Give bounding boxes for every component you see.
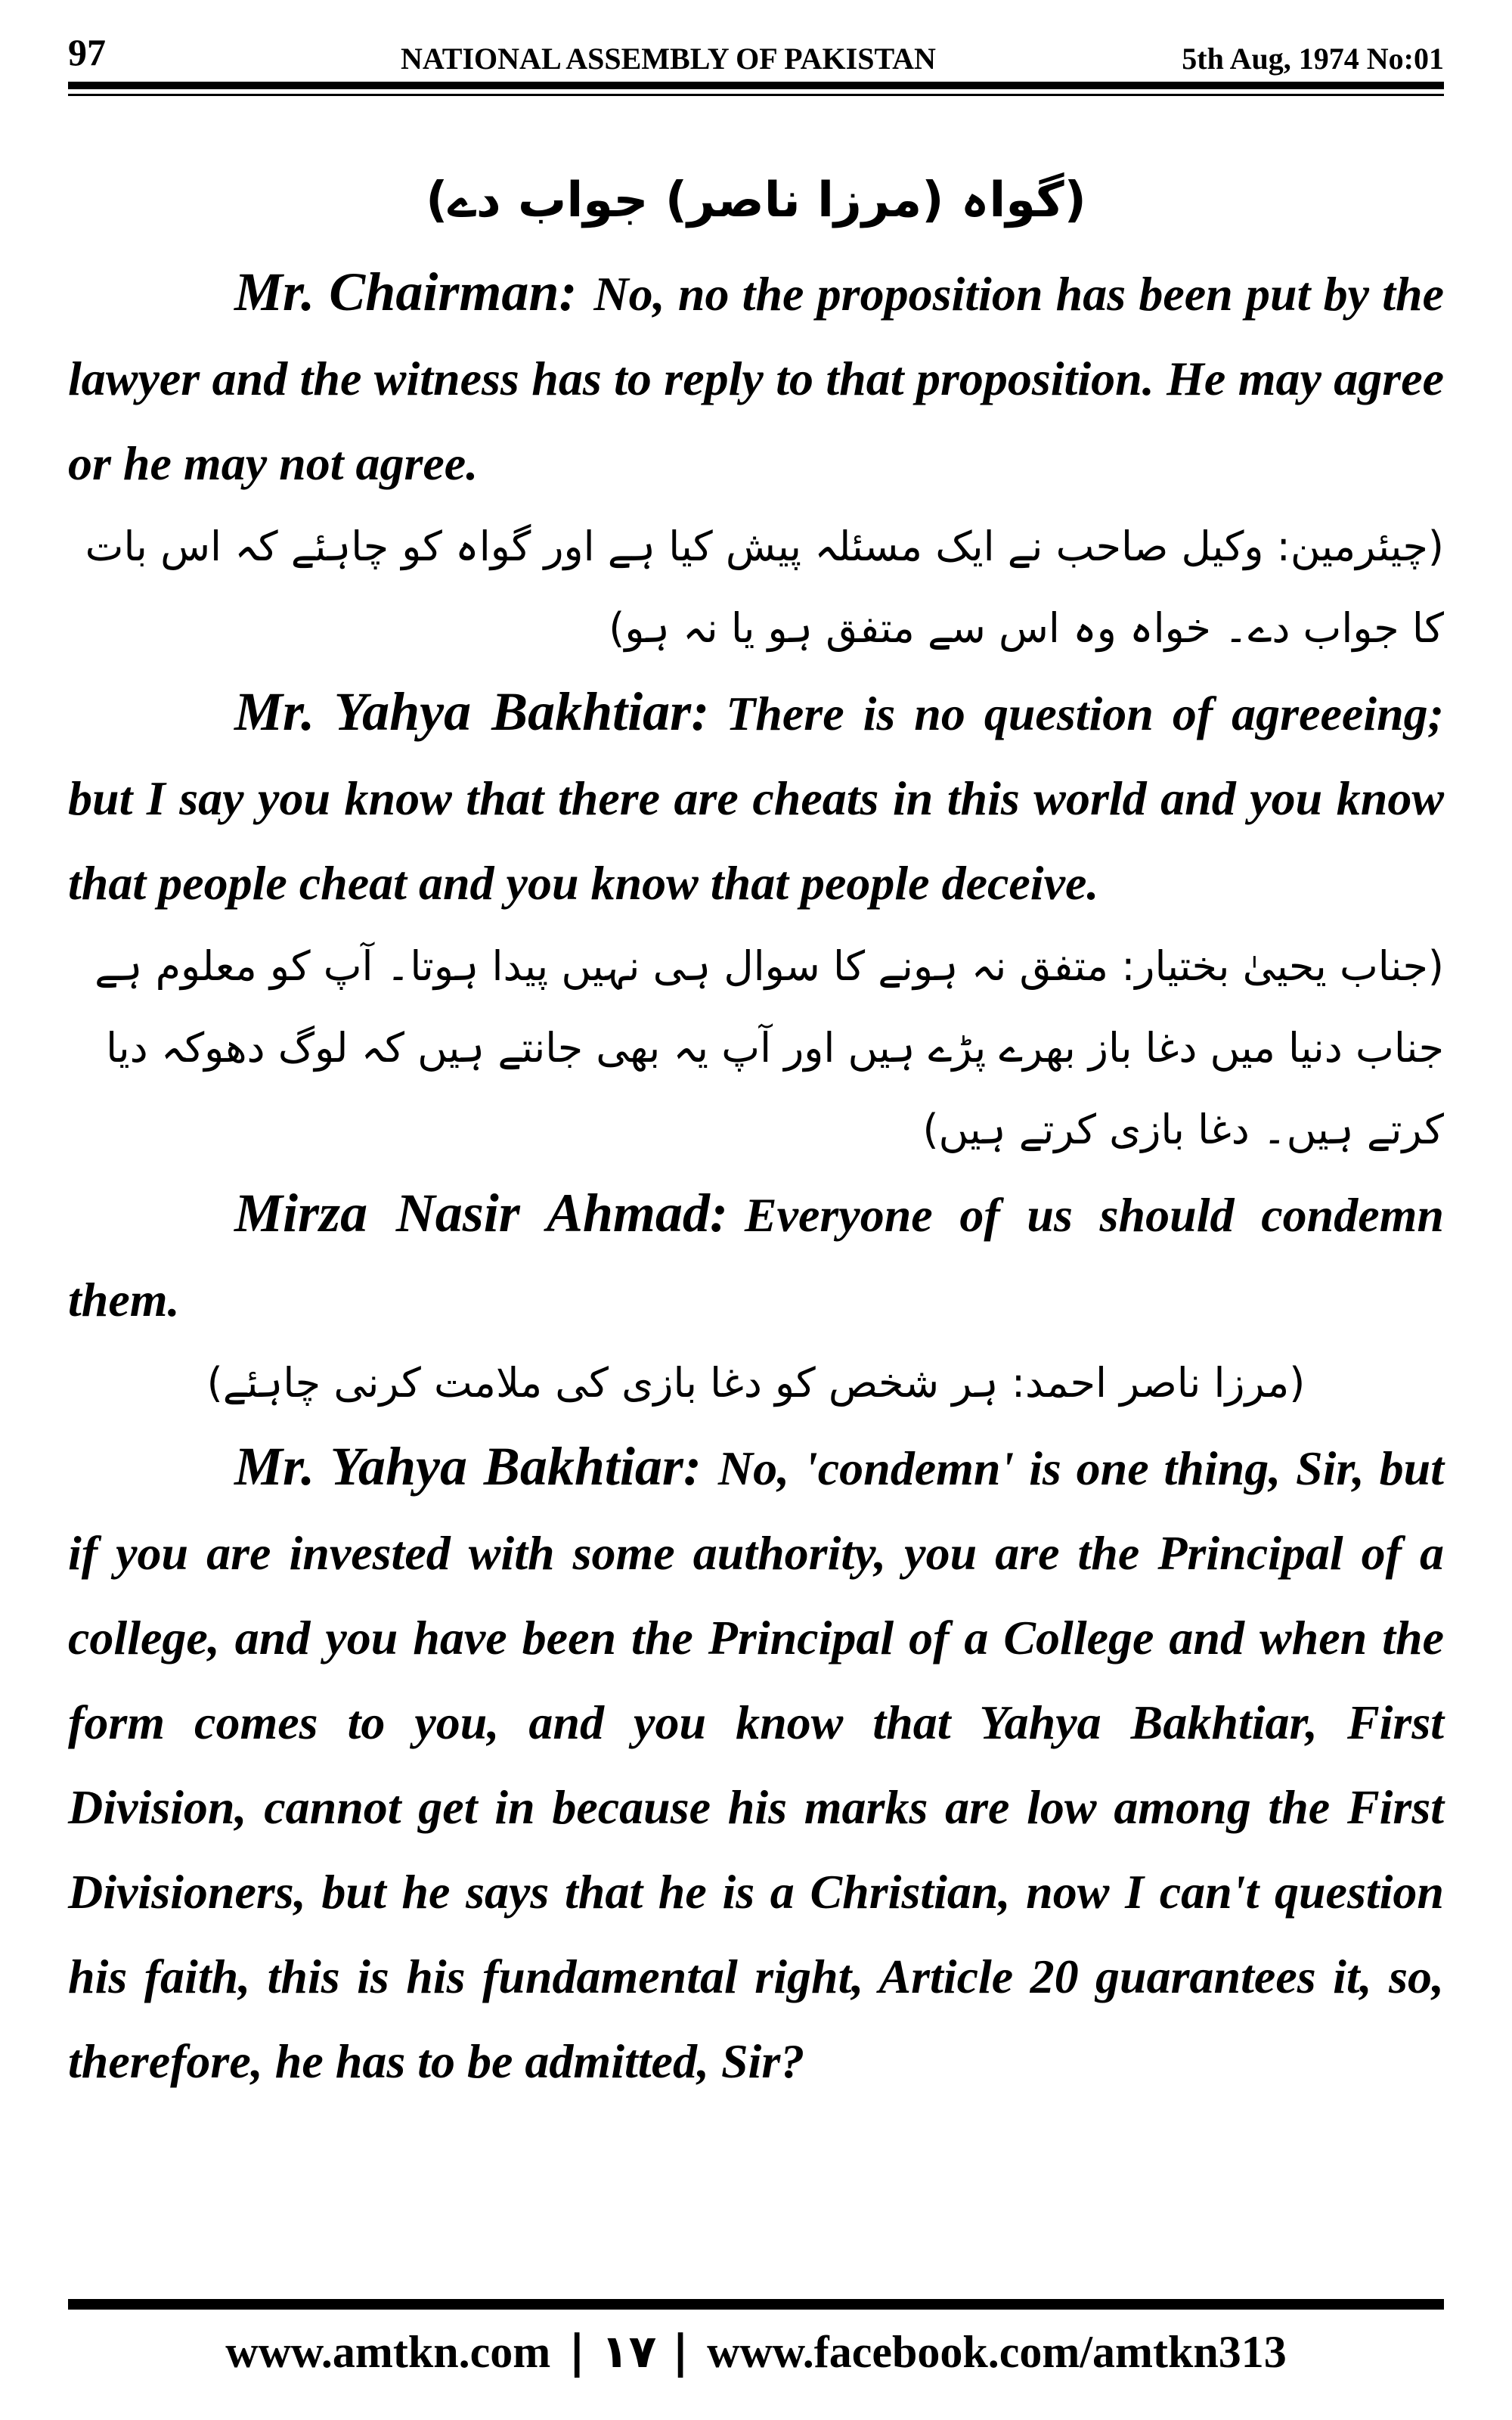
speaker-name: Mr. Yahya Bakhtiar: [234, 681, 710, 742]
speech-text: No, 'condemn' is one thing, Sir, but if you are invested with some authority, you are the Principal of a college, and you have been the Principal of a College and when the form comes to you, and you know that Yahya Bakhtiar, First Division, cannot get in because his marks are low among the First Divisioners, but he says that he is a Christian, now I can't question his faith, this is his fundamental right, Article 20 guarantees it, so, therefore, he has to be admitted, Sir? [68, 1441, 1444, 2088]
page-body [68, 151, 1444, 2104]
paragraph-bakhtiar-2 [68, 1424, 1444, 2104]
paragraph-nasir [68, 1171, 1444, 1342]
urdu-translation: (چیئرمین: وکیل صاحب نے ایک مسئلہ پیش کیا ہے اور گواہ کو چاہئے کہ اس بات کا جواب دے۔ خواہ وہ اس سے متفق ہو یا نہ ہو) [85, 523, 1444, 652]
urdu-translation: (مرزا ناصر احمد: ہر شخص کو دغا بازی کی ملامت کرنی چاہئے) [206, 1359, 1306, 1407]
footer-page-marker: | ۱۷ | [569, 2325, 689, 2378]
footer-website-link[interactable]: www.amtkn.com [225, 2327, 551, 2377]
speaker-name: Mirza Nasir Ahmad: [234, 1183, 728, 1243]
urdu-heading: (گواہ (مرزا ناصر) جواب دے) [426, 172, 1086, 228]
speech-text: Everyone of us should condemn them. [68, 1188, 1444, 1326]
speaker-name: Mr. Chairman: [234, 262, 578, 322]
header-rule-thin [68, 94, 1444, 96]
footer-rule [68, 2299, 1444, 2310]
speech-text: No, no the proposition has been put by the lawyer and the witness has to reply to that proposition. He may agree or he may not agree. [68, 267, 1444, 490]
footer-facebook-link[interactable]: www.facebook.com/amtkn313 [707, 2327, 1287, 2377]
header-title: NATIONAL ASSEMBLY OF PAKISTAN [401, 42, 936, 76]
speaker-name: Mr. Yahya Bakhtiar: [234, 1436, 702, 1497]
header-date: 5th Aug, 1974 No:01 [1182, 42, 1444, 76]
header-rule-thick [68, 82, 1444, 89]
page-header [68, 30, 1444, 88]
paragraph-bakhtiar-1 [68, 669, 1444, 926]
speech-text: There is no question of agreeeing; but I say you know that there are cheats in this world and you know that people cheat and you know that people deceive. [68, 687, 1444, 910]
page-footer [68, 2325, 1444, 2378]
paragraph-chairman [68, 250, 1444, 506]
urdu-translation: (جناب یحییٰ بختیار: متفق نہ ہونے کا سوال ہی نہیں پیدا ہوتا۔ آپ کو معلوم ہے جناب دنیا میں دغا باز بھرے پڑے ہیں اور آپ یہ بھی جانتے ہیں کہ لوگ دھوکہ دیا کرتے ہیں۔ دغا بازی کرتے ہیں) [94, 942, 1444, 1153]
page-number: 97 [68, 31, 106, 73]
